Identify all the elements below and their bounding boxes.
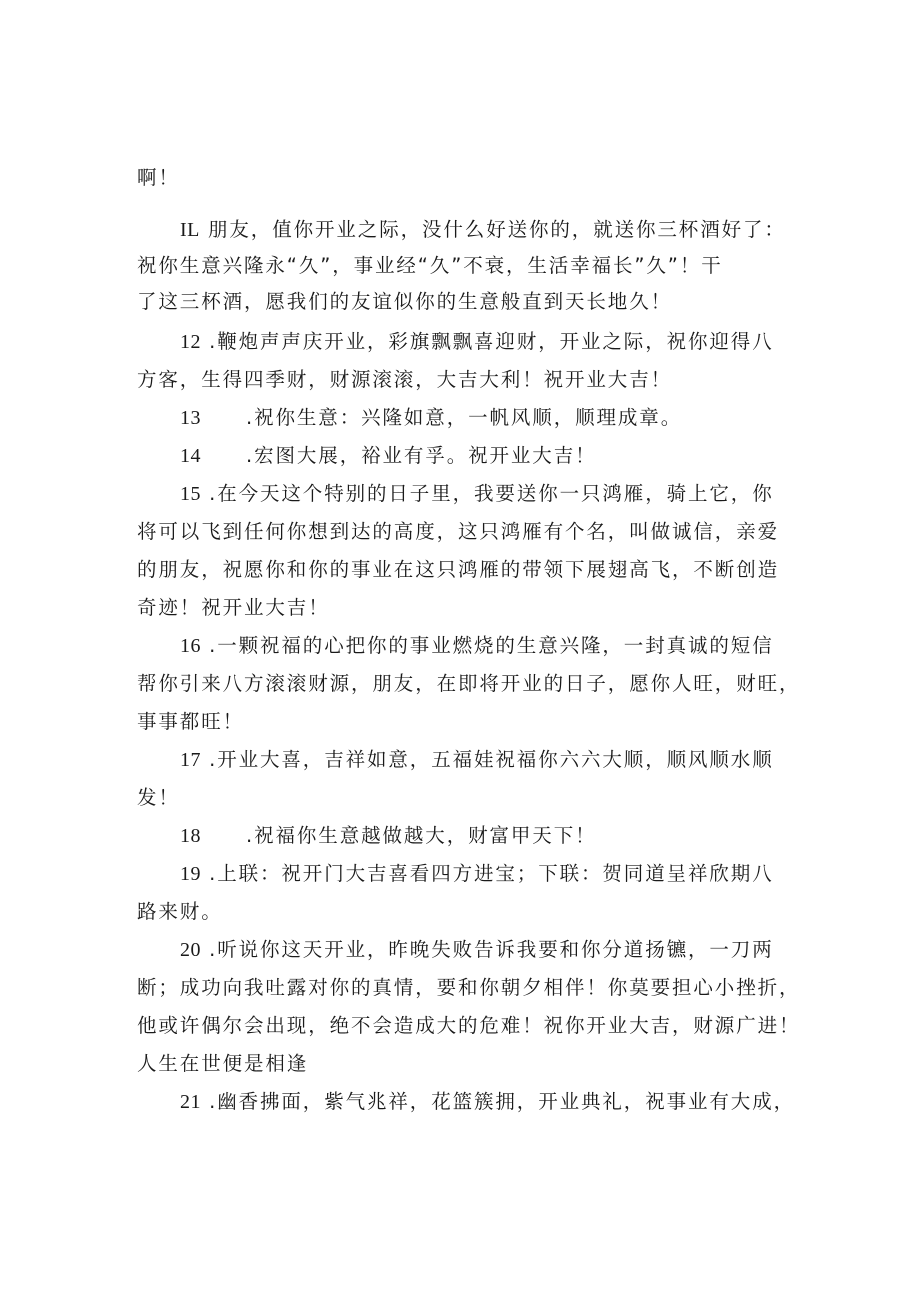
paragraph-line: 14 .宏图大展，裕业有孚。祝开业大吉！ (180, 438, 800, 474)
paragraph-line: 方客，生得四季财，财源滚滚，大吉大利！祝开业大吉！ (137, 368, 673, 391)
paragraph-line: 12 .鞭炮声声庆开业，彩旗飘飘喜迎财，开业之际，祝你迎得八 (180, 324, 800, 360)
item-number: 12 (180, 331, 201, 353)
item-number: 19 (180, 863, 201, 885)
paragraph-line: 16 .一颗祝福的心把你的事业燃烧的生意兴隆，一封真诚的短信 (180, 628, 800, 664)
paragraph-line: 祝你生意兴隆永“久”，事业经“久”不衰，生活幸福长”久”！干 (137, 254, 723, 277)
paragraph-line: 15 .在今天这个特别的日子里，我要送你一只鸿雁，骑上它，你 (180, 476, 800, 512)
paragraph-line: 13 .祝你生意：兴隆如意，一帆风顺，顺理成章。 (180, 400, 800, 436)
paragraph-line: 他或许偶尔会出现，绝不会造成大的危难！祝你开业大吉，财源广进！ (137, 1014, 801, 1037)
paragraph-line: 帮你引来八方滚滚财源，朋友，在即将开业的日子，愿你人旺，财旺， (137, 672, 801, 695)
paragraph-line: 事事都旺！ (137, 710, 245, 733)
paragraph-line: 18 .祝福你生意越做越大，财富甲天下！ (180, 818, 800, 854)
paragraph-line: 21 .幽香拂面，紫气兆祥，花篮簇拥，开业典礼，祝事业有大成， (180, 1084, 800, 1120)
item-number: 13 (180, 407, 201, 429)
paragraph-line: 啊！ (137, 166, 180, 189)
paragraph-line: 19 .上联：祝开门大吉喜看四方进宝；下联：贺同道呈祥欣期八 (180, 856, 800, 892)
item-number: 21 (180, 1091, 201, 1113)
item-number: 16 (180, 635, 201, 657)
paragraph-line: 了这三杯酒，愿我们的友谊似你的生意般直到天长地久！ (137, 290, 673, 313)
item-number: IL (180, 219, 200, 241)
paragraph-line: 路来财。 (137, 900, 223, 923)
paragraph-line: 断；成功向我吐露对你的真情，要和你朝夕相伴！你莫要担心小挫折， (137, 976, 801, 999)
item-number: 15 (180, 483, 201, 505)
item-number: 20 (180, 939, 201, 961)
paragraph-line: 人生在世便是相逢 (137, 1052, 309, 1075)
paragraph-line: 发！ (137, 786, 180, 809)
paragraph-line: 20 .听说你这天开业，昨晚失败告诉我要和你分道扬镳，一刀两 (180, 932, 800, 968)
item-number: 17 (180, 749, 201, 771)
item-number: 18 (180, 825, 201, 847)
paragraph-line: IL 朋友，值你开业之际，没什么好送你的，就送你三杯酒好了： (180, 212, 800, 248)
paragraph-line: 17 .开业大喜，吉祥如意，五福娃祝福你六六大顺，顺风顺水顺 (180, 742, 800, 778)
paragraph-line: 将可以飞到任何你想到达的高度，这只鸿雁有个名，叫做诚信，亲爱 (137, 520, 780, 543)
paragraph-line: 的朋友，祝愿你和你的事业在这只鸿雁的带领下展翅高飞，不断创造 (137, 558, 780, 581)
paragraph-line: 奇迹！祝开业大吉！ (137, 596, 330, 619)
item-number: 14 (180, 445, 201, 467)
